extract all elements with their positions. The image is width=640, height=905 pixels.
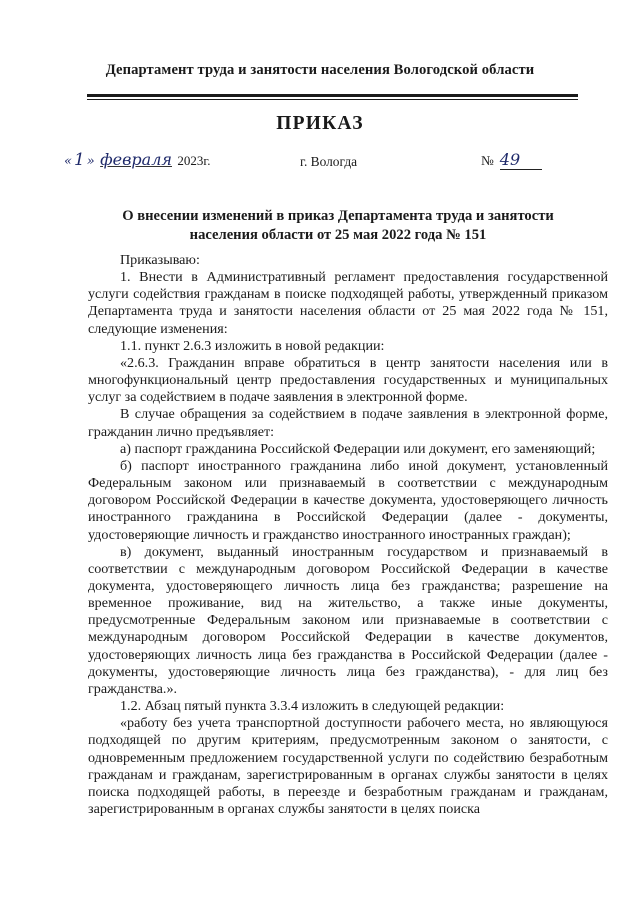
paragraph-work-criteria: «работу без учета транспортной доступности рабочего места, но являющуюся подходящей по другим критериям, предусмотренным законом о занятости, с одновременным предложением государственной услуги по содействию безработным гражданам и гражданам, зарегистрированным в органах службы занятости в целях поиска подходящей работы, в переезде и безработным гражданам и гражданам, зарегистрированным в органах службы занятости в целях поиска xyxy=(88,715,608,817)
order-city: г. Вологда xyxy=(300,154,358,169)
order-date xyxy=(64,150,210,170)
paragraph-subitem-v: в) документ, выданный иностранным государством и признаваемый в соответствии с международным договором Российской Федерации в качестве документа, удостоверяющего личность лица без гражданства; разрешение на временное проживание, вид на жительство, а также иные документы, предусмотренные Федеральным законом или признаваемые в соответствии с международным договором Российской Федерации в качестве документов, удостоверяющих личность лица без гражданства в Российской Федерации (далее - документы, удостоверяющие личность лица без гражданства), - для лиц без гражданства.». xyxy=(88,543,608,697)
paragraph-subitem-b: б) паспорт иностранного гражданина либо иной документ, установленный Федеральным законом или признаваемый в соответствии с международным договором Российской Федерации в качестве документа, удостоверяющего личность иностранного гражданина в Российской Федерации (далее - документы, удостоверяющие личность и гражданство иностранного иностранных граждан); xyxy=(88,457,608,543)
date-close-quote: » xyxy=(86,154,95,169)
header-rule-thick xyxy=(87,94,578,97)
paragraph-subitem-a: а) паспорт гражданина Российской Федерации или документ, его заменяющий; xyxy=(120,440,596,457)
date-day: 1 xyxy=(73,150,85,170)
date-month: февраля xyxy=(100,150,172,169)
date-open-quote: « xyxy=(64,154,72,169)
order-body xyxy=(88,252,608,818)
order-number xyxy=(481,150,542,170)
header-rule-thin xyxy=(87,99,578,100)
date-suffix: г. xyxy=(203,153,211,168)
paragraph-2-6-3: «2.6.3. Гражданин вправе обратиться в центр занятости населения или в многофункциональный центр предоставления государственных и муниципальных услуг за содействием в подаче заявления в электронной форме. xyxy=(88,354,608,406)
paragraph-electronic-form: В случае обращения за содействием в подаче заявления в электронной форме, гражданин лично предъявляет: xyxy=(88,406,608,440)
paragraph-preamble: Приказываю: xyxy=(120,252,200,268)
order-subject: О внесении изменений в приказ Департамента труда и занятости населения области от 25 мая 2022 года № 151 xyxy=(122,208,554,243)
paragraph-item-1-2: 1.2. Абзац пятый пункта 3.3.4 изложить в следующей редакции: xyxy=(120,698,505,715)
paragraph-item-1-1: 1.1. пункт 2.6.3 изложить в новой редакции: xyxy=(120,337,385,354)
date-year: 2023 xyxy=(177,153,204,168)
paragraph-item-1: 1. Внести в Административный регламент предоставления государственной услуги содействия гражданам в поиске подходящей работы, утвержденный приказом Департамента труда и занятости населения области от 25 мая 2022 года № 151, следующие изменения: xyxy=(88,269,608,337)
order-title: ПРИКАЗ xyxy=(276,113,364,134)
order-meta-row xyxy=(0,150,640,180)
number-value: 49 xyxy=(500,150,542,170)
number-label: № xyxy=(481,153,494,168)
department-header: Департамент труда и занятости населения Вологодской области xyxy=(105,62,535,78)
